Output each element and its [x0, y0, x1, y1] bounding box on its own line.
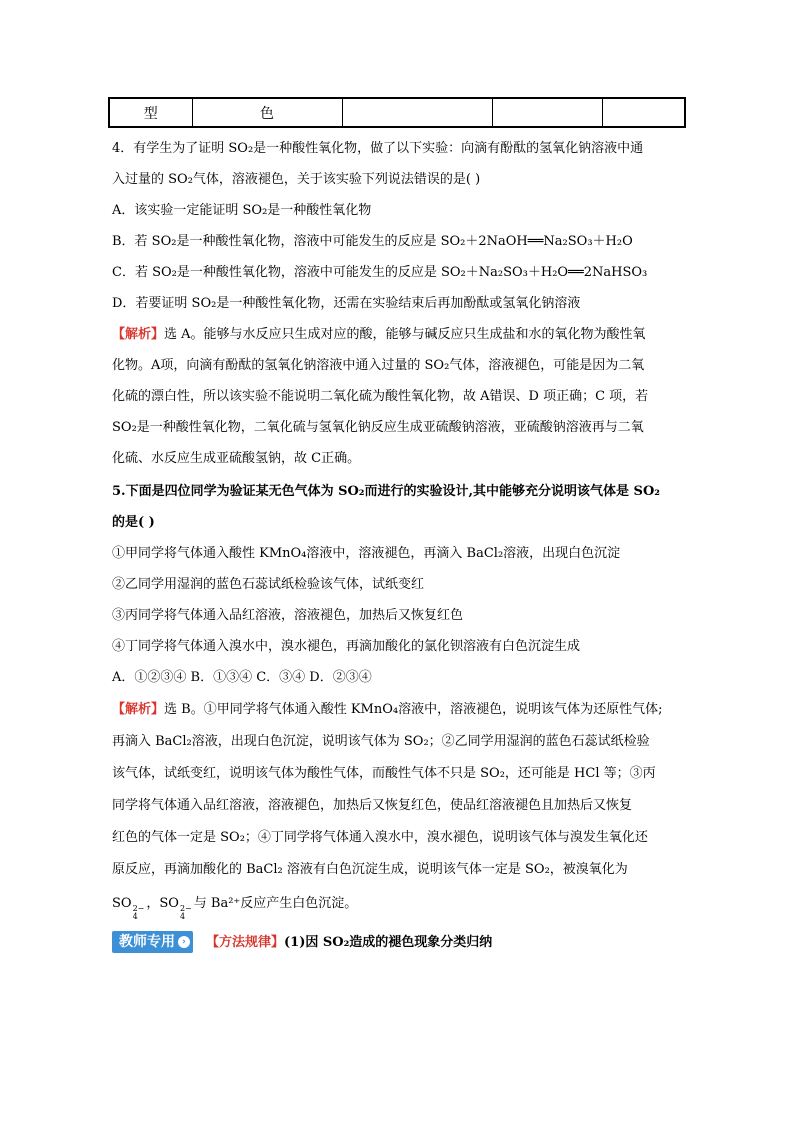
q4-analysis-line5: 化硫、水反应生成亚硫酸氢钠，故 C正确。 [112, 451, 361, 466]
method-text: (1)因 SO₂造成的褪色现象分类归纳 [284, 935, 493, 950]
q5-analysis-line6: 原反应，再滴加酸化的 BaCl₂ 溶液有白色沉淀生成，说明该气体一定是 SO₂，被溴氧化为 [112, 862, 628, 877]
analysis-text: 选 B。①甲同学将气体通入酸性 KMnO₄溶液中，溶液褪色，说明该气体为还原性气体; [164, 702, 663, 717]
q5-analysis-line4: 同学将气体通入品红溶液，溶液褪色，加热后又恢复红色，使品红溶液褪色且加热后又恢复 [112, 798, 633, 813]
q4-option-b: B．若 SO₂是一种酸性氧化物，溶液中可能发生的反应是 SO₂＋2NaOH══Na₂SO₃＋H₂O [112, 234, 633, 249]
table-row [109, 98, 685, 127]
table-cell [492, 98, 602, 127]
q5-item-4: ④丁同学将气体通入溴水中，溴水褪色，再滴加酸化的氯化钡溶液有白色沉淀生成 [112, 639, 581, 654]
table-cell [342, 98, 492, 127]
q5-options: A．①②③④ B．①③④ C．③④ D．②③④ [112, 670, 372, 685]
analysis-text: 与 Ba²⁺反应产生白色沉淀。 [193, 896, 358, 911]
q5-stem-line1: 5.下面是四位同学为验证某无色气体为 SO₂而进行的实验设计,其中能够充分说明该气体是 SO₂ [112, 484, 660, 499]
analysis-text: 选 A。能够与水反应只生成对应的酸，能够与碱反应只生成盐和水的氧化物为酸性氧 [164, 327, 646, 342]
q4-option-c: C．若 SO₂是一种酸性氧化物，溶液中可能发生的反应是 SO₂＋Na₂SO₃＋H₂O══2NaHSO₃ [112, 265, 648, 280]
analysis-tag: 【解析】 [112, 327, 165, 342]
q5-item-3: ③丙同学将气体通入品红溶液，溶液褪色，加热后又恢复红色 [112, 608, 464, 623]
q4-option-a: A．该实验一定能证明 SO₂是一种酸性氧化物 [112, 203, 372, 218]
sulfate-ion: SO 2− 4 [112, 896, 145, 921]
table-cell [602, 98, 685, 127]
q4-stem-line2: 入过量的 SO₂气体，溶液褪色，关于该实验下列说法错误的是( ) [112, 172, 481, 187]
q4-stem-line1: 4．有学生为了证明 SO₂是一种酸性氧化物，做了以下实验：向滴有酚酞的氢氧化钠溶液中通 [112, 141, 644, 156]
teacher-only-badge [112, 931, 193, 953]
sulfate-ion: SO 2− 4 [159, 896, 192, 921]
method-rule [206, 935, 492, 951]
q5-item-1: ①甲同学将气体通入酸性 KMnO₄溶液中，溶液褪色，再滴入 BaCl₂溶液，出现白色沉淀 [112, 546, 621, 561]
q4-analysis-line1 [112, 327, 646, 343]
analysis-tag: 【解析】 [112, 702, 165, 717]
q5-analysis-line5: 红色的气体一定是 SO₂；④丁同学将气体通入溴水中，溴水褪色，说明该气体与溴发生氧化还 [112, 830, 648, 845]
q4-analysis-line4: SO₂是一种酸性氧化物，二氧化硫与氢氧化钠反应生成亚硫酸钠溶液，亚硫酸钠溶液再与二氧 [112, 420, 644, 435]
q4-analysis-line3: 化硫的漂白性，所以该实验不能说明二氧化硫为酸性氧化物，故 A错误、D 项正确；C 项，若 [112, 389, 649, 404]
q5-analysis-line3: 该气体，试纸变红，说明该气体为酸性气体，而酸性气体不只是 SO₂，还可能是 HCl 等；③丙 [112, 766, 656, 781]
teacher-badge-label: 教师专用 [119, 934, 175, 950]
table-cell: 色 [192, 98, 342, 127]
q5-analysis-line7 [112, 896, 357, 921]
table-fragment [108, 97, 686, 128]
q5-analysis-line1 [112, 702, 662, 718]
q4-option-d: D．若要证明 SO₂是一种酸性氧化物，还需在实验结束后再加酚酞或氢氧化钠溶液 [112, 296, 581, 311]
separator: ， [146, 896, 160, 911]
method-tag: 【方法规律】 [206, 935, 285, 950]
q5-stem-line2: 的是( ) [112, 515, 155, 530]
q5-item-2: ②乙同学用湿润的蓝色石蕊试纸检验该气体，试纸变红 [112, 577, 425, 592]
q5-analysis-line2: 再滴入 BaCl₂溶液，出现白色沉淀，说明该气体为 SO₂；②乙同学用湿润的蓝色石蕊试纸检验 [112, 734, 650, 749]
q4-analysis-line2: 化物。A项，向滴有酚酞的氢氧化钠溶液中通入过量的 SO₂气体，溶液褪色，可能是因为二氧 [112, 358, 645, 373]
chevron-right-icon: › [178, 936, 190, 948]
table-cell: 型 [109, 98, 192, 127]
